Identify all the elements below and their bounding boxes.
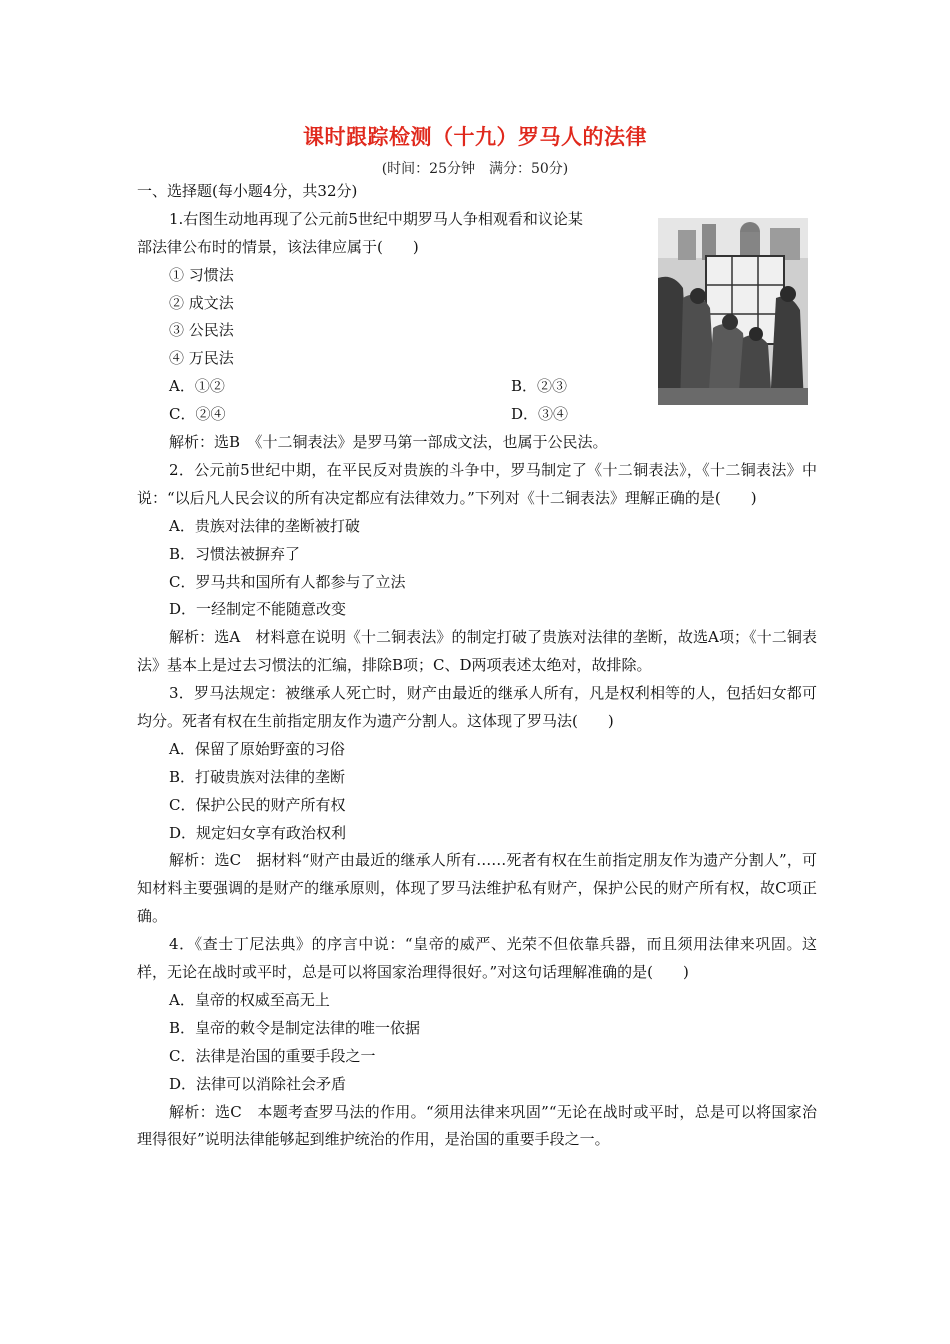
document-content [137, 178, 817, 1154]
question-3-analysis: 解析：选C 据材料“财产由最近的继承人所有……死者有权在生前指定朋友作为遗产分割人”，可知材料主要强调的是财产的继承原则，体现了罗马法维护私有财产，保护公民的财产所有权，故C项正确。 [137, 851, 817, 926]
question-4-analysis: 解析：选C 本题考查罗马法的作用。“须用法律来巩固”“无论在战时或平时，总是可以将国家治理得很好”说明法律能够起到维护统治的作用，是治国的重要手段之一。 [137, 1102, 817, 1149]
question-4-option-d: D．法律可以消除社会矛盾 [169, 1074, 347, 1093]
question-1-stem-line1: 1.右图生动地再现了公元前5世纪中期罗马人争相观看和议论某 [169, 209, 583, 228]
question-1-option-a: A．①② [169, 377, 225, 396]
question-1-item-2: ② 成文法 [169, 293, 234, 312]
question-2-option-b: B．习惯法被摒弃了 [169, 544, 301, 563]
question-3-option-b: B．打破贵族对法律的垄断 [169, 767, 346, 786]
question-2-option-d: D．一经制定不能随意改变 [169, 600, 347, 619]
page-subtitle: (时间：25分钟 满分：50分) [381, 161, 569, 177]
question-4-option-b: B．皇帝的敕令是制定法律的唯一依据 [169, 1018, 421, 1037]
question-4-option-a: A．皇帝的权威至高无上 [169, 991, 330, 1009]
question-2-option-c: C．罗马共和国所有人都参与了立法 [169, 572, 406, 591]
question-2-analysis: 解析：选A 材料意在说明《十二铜表法》的制定打破了贵族对法律的垄断，故选A项；《十二铜表法》基本上是过去习惯法的汇编，排除B项；C、D两项表述太绝对，故排除。 [137, 628, 817, 675]
question-3-option-a: A．保留了原始野蛮的习俗 [169, 739, 345, 758]
question-1-item-1: ① 习惯法 [169, 265, 234, 284]
question-1-options-row-1 [137, 373, 817, 401]
question-1-stem-line2: 部法律公布时的情景，该法律应属于( ) [137, 237, 419, 256]
question-1-item-4: ④ 万民法 [169, 349, 234, 368]
question-4-option-c: C．法律是治国的重要手段之一 [169, 1046, 376, 1065]
question-2-stem: 2．公元前5世纪中期，在平民反对贵族的斗争中，罗马制定了《十二铜表法》，《十二铜表法》中说：“以后凡人民会议的所有决定都应有法律效力。”下列对《十二铜表法》理解正确的是( ) [137, 460, 817, 507]
question-1-option-d: D．③④ [511, 405, 569, 424]
question-1-option-c: C．②④ [169, 405, 226, 424]
question-1-item-3: ③ 公民法 [169, 321, 234, 340]
question-3-stem: 3．罗马法规定：被继承人死亡时，财产由最近的继承人所有，凡是权利相等的人，包括妇女都可均分。死者有权在生前指定朋友作为遗产分割人。这体现了罗马法( ) [137, 684, 817, 730]
question-1-options-row-2 [137, 401, 817, 429]
question-1-analysis: 解析：选B 《十二铜表法》是罗马第一部成文法，也属于公民法。 [169, 433, 608, 452]
section-header: 一、选择题(每小题4分，共32分) [137, 182, 358, 200]
question-3-option-c: C．保护公民的财产所有权 [169, 795, 346, 814]
question-2-option-a: A．贵族对法律的垄断被打破 [169, 516, 360, 535]
question-1-option-b: B．②③ [511, 377, 568, 396]
page-title: 课时跟踪检测（十九）罗马人的法律 [303, 125, 647, 149]
question-4-stem: 4．《查士丁尼法典》的序言中说：“皇帝的威严、光荣不但依靠兵器，而且须用法律来巩固。这样，无论在战时或平时，总是可以将国家治理得很好。”对这句话理解准确的是( ) [137, 935, 817, 982]
question-3-option-d: D．规定妇女享有政治权利 [169, 823, 347, 842]
